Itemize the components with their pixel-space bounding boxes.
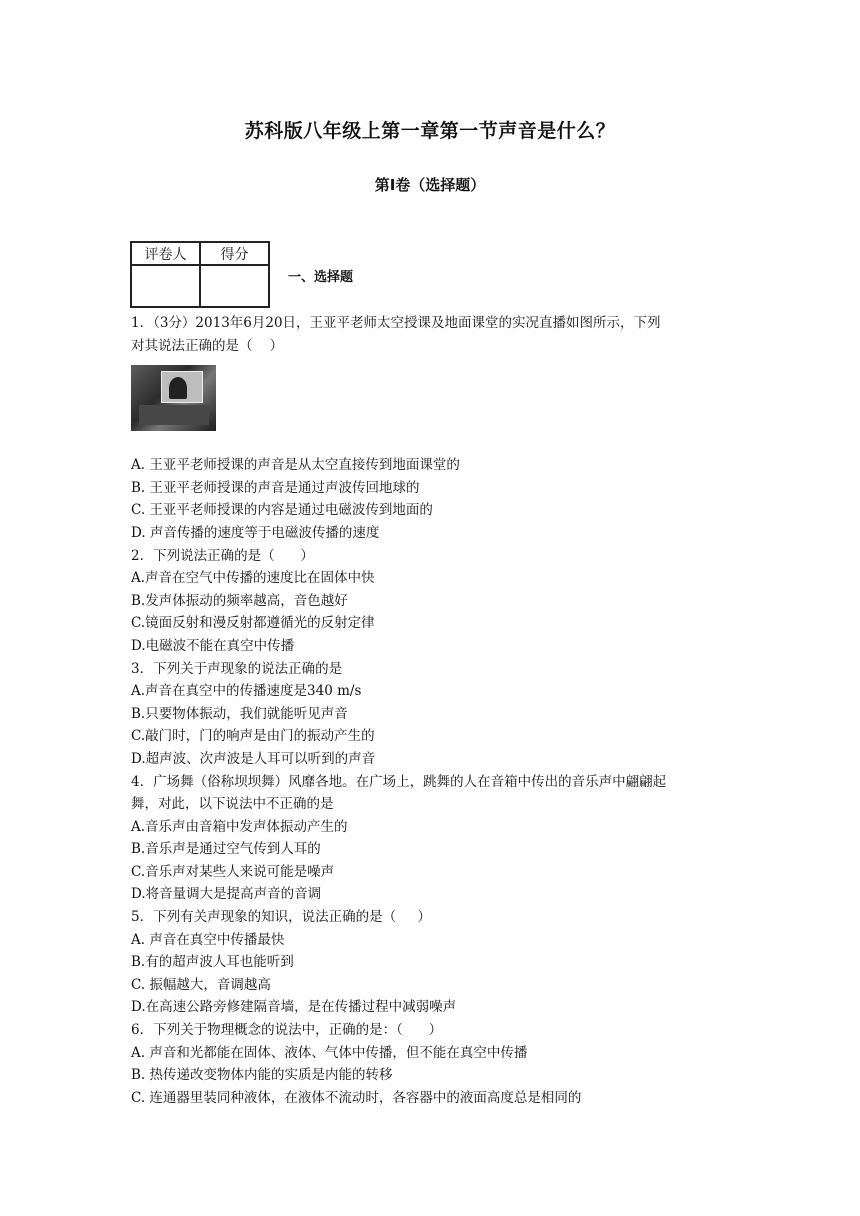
- question-list: [131, 312, 741, 1109]
- q6-stem: 6．下列关于物理概念的说法中，正确的是：（ ）: [131, 1022, 443, 1039]
- q5-stem: 5．下列有关声现象的知识，说法正确的是（ ）: [131, 909, 432, 926]
- q4-stem-line2: 舞，对此，以下说法中不正确的是: [131, 796, 334, 813]
- q2-stem: 2．下列说法正确的是（ ）: [131, 547, 314, 564]
- q2-option-c: C.镜面反射和漫反射都遵循光的反射定律: [131, 615, 375, 632]
- score-header: 得分: [200, 242, 269, 265]
- q1-stem-line1: 1．（3分）2013年6月20日，王亚平老师太空授课及地面课堂的实况直播如图所示，下列: [131, 315, 661, 331]
- q1-option-b: B. 王亚平老师授课的声音是通过声波传回地球的: [131, 479, 420, 496]
- q3-stem: 3．下列关于声现象的说法正确的是: [131, 660, 343, 677]
- q1-stem-line2: 对其说法正确的是（ ）: [131, 337, 284, 354]
- q5-option-d: D.在高速公路旁修建隔音墙，是在传播过程中减弱噪声: [131, 999, 457, 1016]
- score-table: [130, 241, 270, 308]
- q6-option-a: A. 声音和光都能在固体、液体、气体中传播，但不能在真空中传播: [131, 1044, 528, 1061]
- q3-option-c: C.敲门时，门的响声是由门的振动产生的: [131, 728, 375, 745]
- q5-option-a: A. 声音在真空中传播最快: [131, 931, 285, 948]
- q3-option-b: B.只要物体振动，我们就能听见声音: [131, 705, 348, 722]
- q2-option-b: B.发声体振动的频率越高，音色越好: [131, 592, 348, 609]
- q1-option-d: D. 声音传播的速度等于电磁波传播的速度: [131, 524, 380, 541]
- q1-option-a: A. 王亚平老师授课的声音是从太空直接传到地面课堂的: [131, 457, 460, 474]
- q4-stem-line1: 4．广场舞（俗称坝坝舞）风靡各地。在广场上，跳舞的人在音箱中传出的音乐声中翩翩起: [131, 773, 667, 790]
- volume-subtitle: 第Ⅰ卷（选择题）: [374, 176, 486, 194]
- q4-option-c: C.音乐声对某些人来说可能是噪声: [131, 863, 335, 880]
- grader-cell: [131, 265, 200, 307]
- q3-option-a: A.声音在真空中的传播速度是340 m/s: [131, 683, 362, 700]
- q4-option-d: D.将音量调大是提高声音的音调: [131, 886, 322, 903]
- q5-option-b: B.有的超声波人耳也能听到: [131, 954, 294, 971]
- score-cell: [200, 265, 269, 307]
- q3-option-d: D.超声波、次声波是人耳可以听到的声音: [131, 750, 376, 767]
- q1-option-c: C. 王亚平老师授课的内容是通过电磁波传到地面的: [131, 502, 433, 519]
- grader-header: 评卷人: [131, 242, 200, 265]
- q5-option-c: C. 振幅越大，音调越高: [131, 976, 271, 993]
- section-heading: 一、选择题: [288, 270, 354, 285]
- q2-option-a: A.声音在空气中传播的速度比在固体中快: [131, 570, 375, 587]
- q2-option-d: D.电磁波不能在真空中传播: [131, 637, 295, 654]
- q6-option-c: C. 连通器里装同种液体，在液体不流动时，各容器中的液面高度总是相同的: [131, 1089, 582, 1106]
- document-title: 苏科版八年级上第一章第一节声音是什么？: [244, 120, 616, 142]
- q4-option-b: B.音乐声是通过空气传到人耳的: [131, 841, 321, 858]
- q6-option-b: B. 热传递改变物体内能的实质是内能的转移: [131, 1067, 393, 1084]
- q4-option-a: A.音乐声由音箱中发声体振动产生的: [131, 818, 348, 835]
